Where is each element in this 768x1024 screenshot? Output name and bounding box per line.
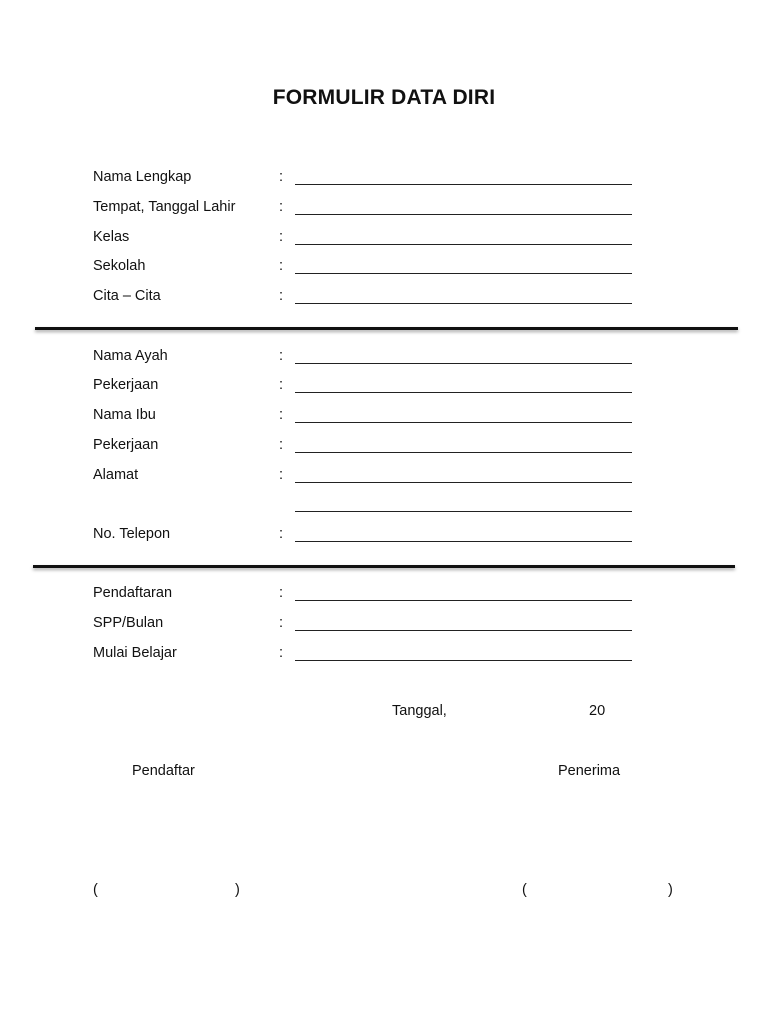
signature-paren-open-right: ( bbox=[522, 882, 527, 898]
field-colon: : bbox=[279, 377, 284, 393]
signature-paren-close-left: ) bbox=[235, 882, 240, 898]
fill-line bbox=[295, 273, 632, 274]
fill-line bbox=[295, 541, 632, 542]
year-prefix: 20 bbox=[589, 703, 606, 719]
fill-line-alamat-continued bbox=[295, 511, 632, 512]
field-colon: : bbox=[279, 169, 284, 185]
signature-paren-close-right: ) bbox=[668, 882, 673, 898]
field-label: SPP/Bulan bbox=[93, 615, 164, 631]
fill-line bbox=[295, 303, 632, 304]
field-label: Kelas bbox=[93, 229, 130, 245]
field-colon: : bbox=[279, 645, 284, 661]
field-label: Nama Ayah bbox=[93, 348, 168, 364]
fill-line bbox=[295, 660, 632, 661]
fill-line bbox=[295, 600, 632, 601]
field-nama-ayah bbox=[93, 348, 633, 368]
field-label: Pekerjaan bbox=[93, 437, 159, 453]
field-pendaftaran bbox=[93, 585, 633, 605]
field-kelas bbox=[93, 229, 633, 249]
section-divider bbox=[33, 565, 735, 568]
field-spp-bulan bbox=[93, 615, 633, 635]
field-colon: : bbox=[279, 526, 284, 542]
field-label: Cita – Cita bbox=[93, 288, 161, 304]
field-colon: : bbox=[279, 467, 284, 483]
fill-line bbox=[295, 422, 632, 423]
field-pekerjaan-ibu bbox=[93, 437, 633, 457]
field-label: Tempat, Tanggal Lahir bbox=[93, 199, 236, 215]
field-mulai-belajar bbox=[93, 645, 633, 665]
field-label: Mulai Belajar bbox=[93, 645, 177, 661]
section-divider bbox=[35, 327, 738, 330]
date-label: Tanggal, bbox=[392, 703, 447, 719]
field-label: Alamat bbox=[93, 467, 139, 483]
field-label: Pekerjaan bbox=[93, 377, 159, 393]
field-colon: : bbox=[279, 348, 284, 364]
field-nama-lengkap bbox=[93, 169, 633, 189]
fill-line bbox=[295, 184, 632, 185]
signer-role-penerima: Penerima bbox=[558, 763, 621, 779]
field-cita-cita bbox=[93, 288, 633, 308]
signer-role-pendaftar: Pendaftar bbox=[132, 763, 195, 779]
field-colon: : bbox=[279, 258, 284, 274]
field-colon: : bbox=[279, 437, 284, 453]
fill-line bbox=[295, 392, 632, 393]
fill-line bbox=[295, 630, 632, 631]
field-alamat bbox=[93, 467, 633, 487]
signature-paren-open-left: ( bbox=[93, 882, 98, 898]
field-colon: : bbox=[279, 229, 284, 245]
field-tempat-tanggal-lahir bbox=[93, 199, 633, 219]
form-title: FORMULIR DATA DIRI bbox=[272, 86, 496, 109]
field-sekolah bbox=[93, 258, 633, 278]
fill-line bbox=[295, 363, 632, 364]
field-label: Pendaftaran bbox=[93, 585, 173, 601]
field-label: Sekolah bbox=[93, 258, 146, 274]
field-colon: : bbox=[279, 615, 284, 631]
field-colon: : bbox=[279, 199, 284, 215]
field-label: No. Telepon bbox=[93, 526, 171, 542]
fill-line bbox=[295, 214, 632, 215]
fill-line bbox=[295, 482, 632, 483]
fill-line bbox=[295, 244, 632, 245]
field-nama-ibu bbox=[93, 407, 633, 427]
field-colon: : bbox=[279, 585, 284, 601]
field-colon: : bbox=[279, 407, 284, 423]
field-label: Nama Ibu bbox=[93, 407, 156, 423]
field-pekerjaan-ayah bbox=[93, 377, 633, 397]
field-no-telepon bbox=[93, 526, 633, 546]
field-label: Nama Lengkap bbox=[93, 169, 192, 185]
field-colon: : bbox=[279, 288, 284, 304]
fill-line bbox=[295, 452, 632, 453]
